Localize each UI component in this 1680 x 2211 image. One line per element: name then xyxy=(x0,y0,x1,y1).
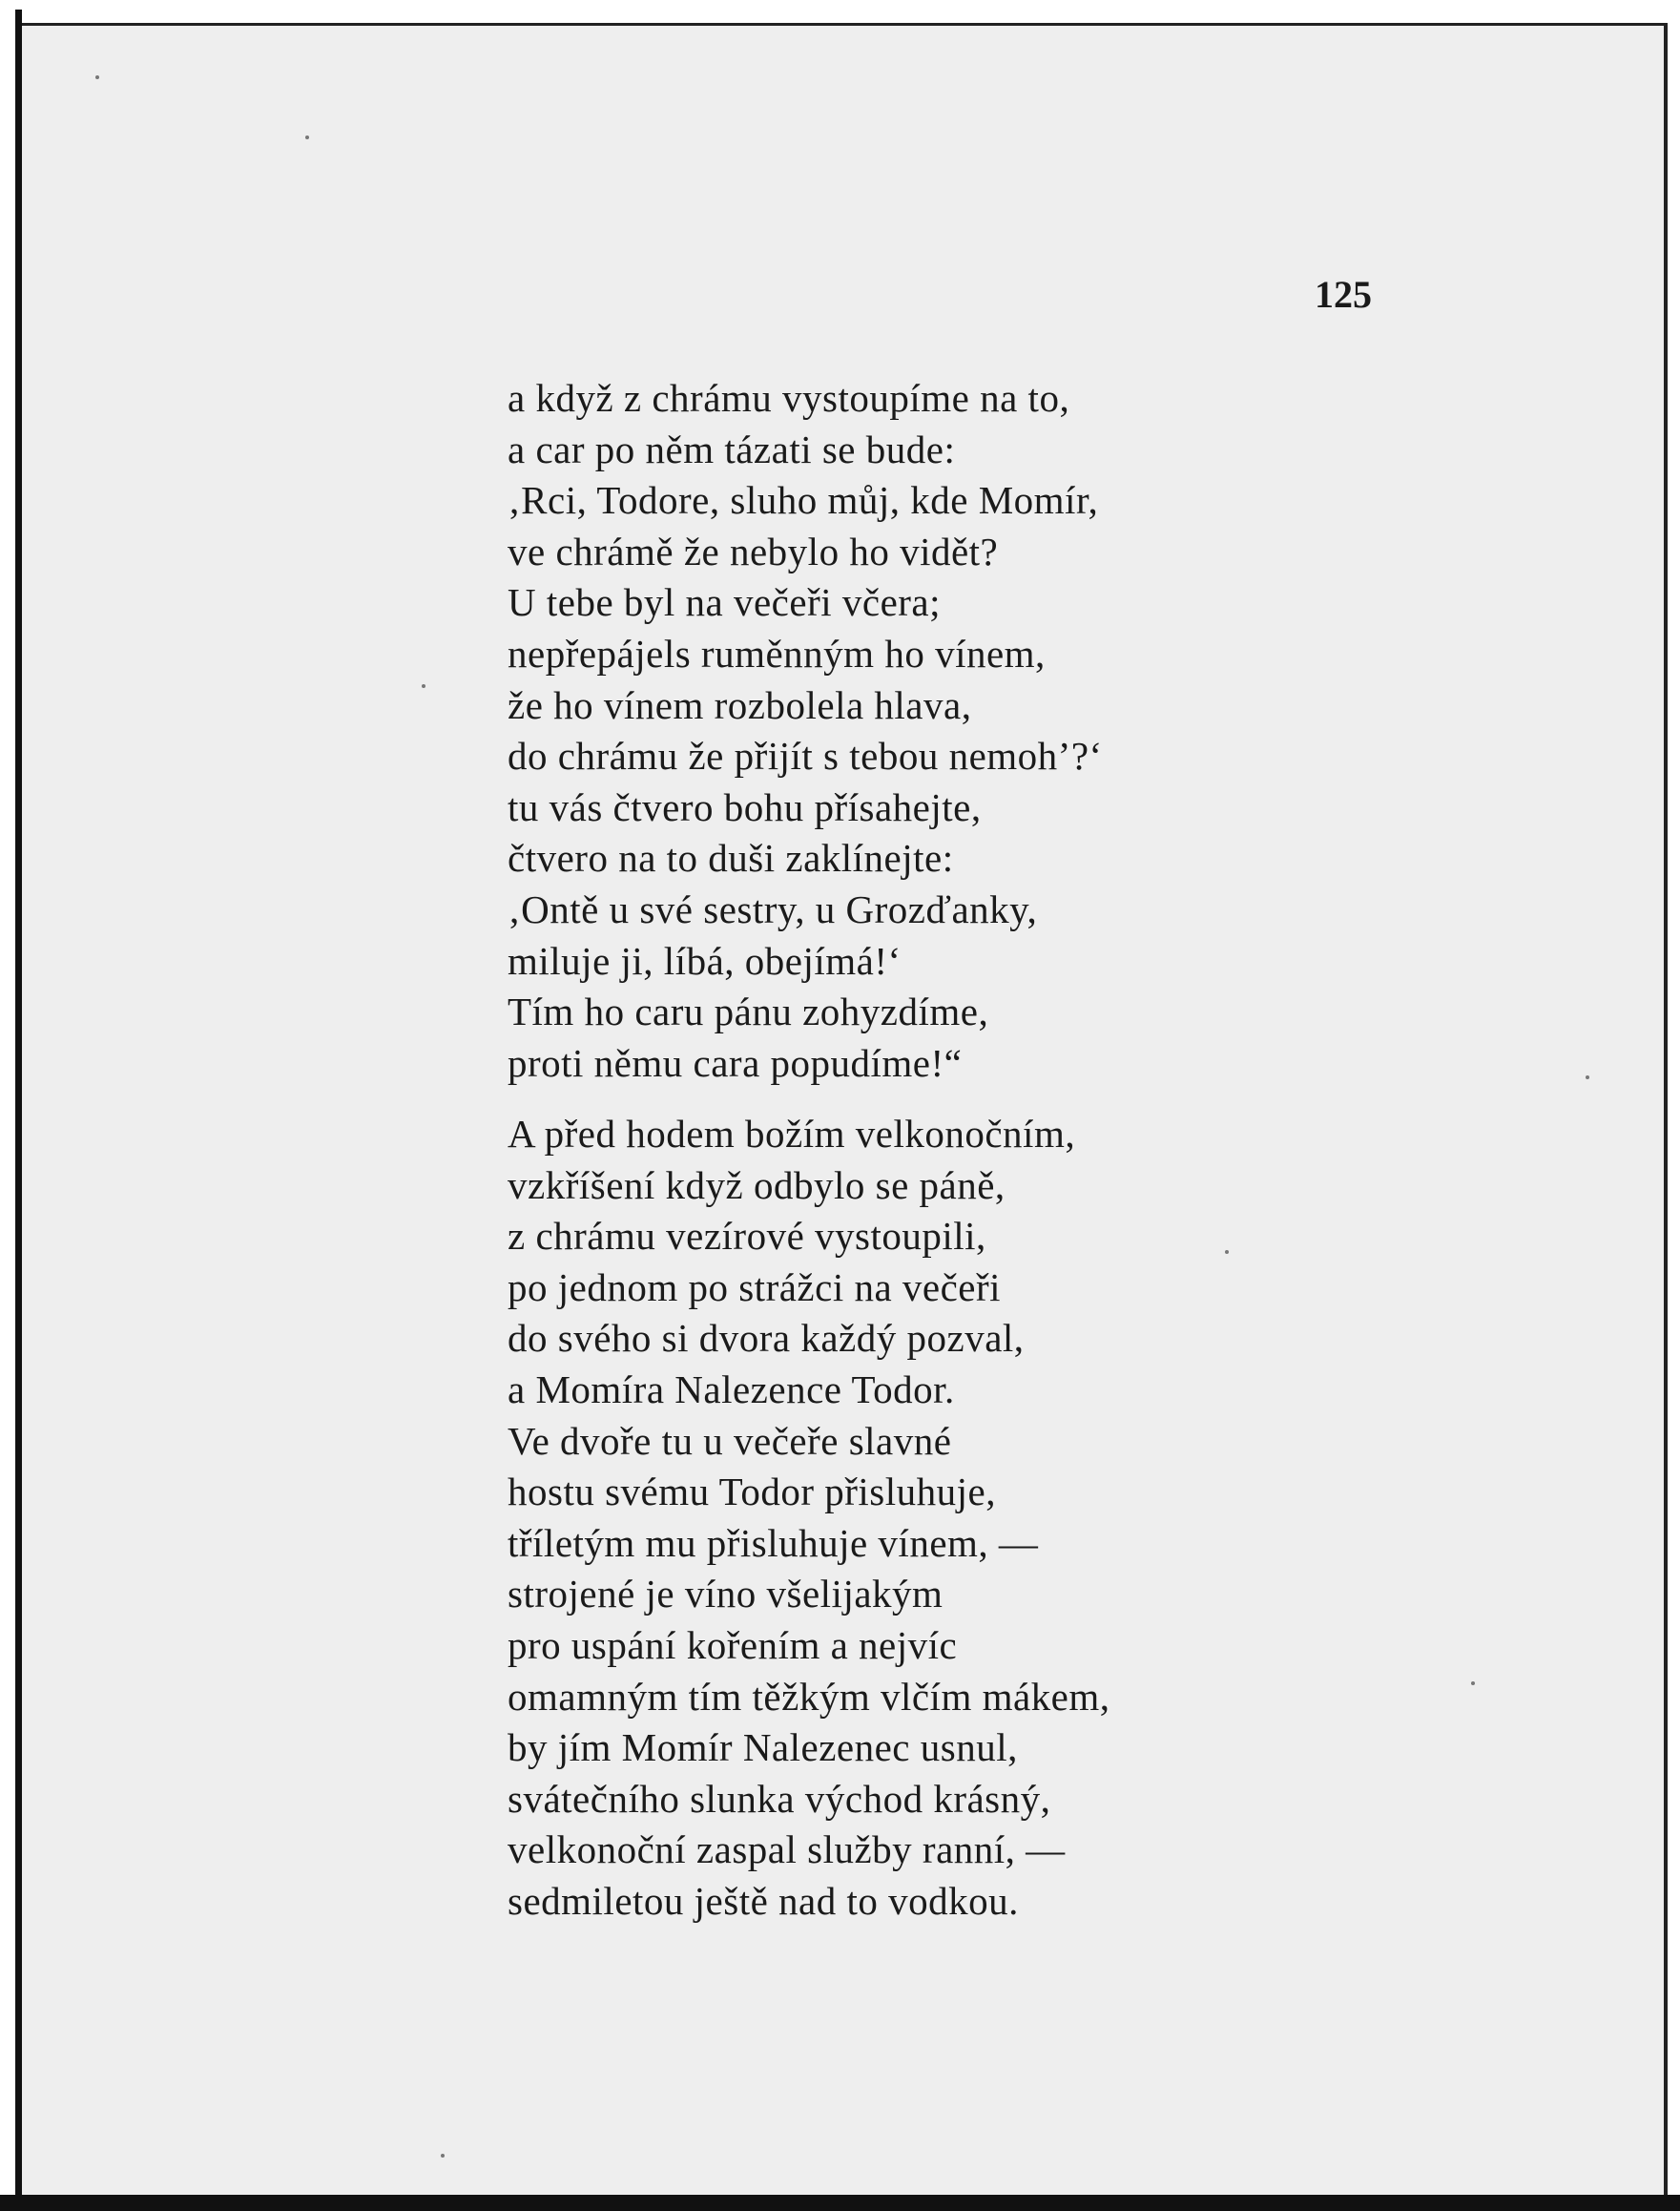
poem-line: tu vás čtvero bohu přísahejte, xyxy=(508,784,982,829)
poem-line: ve chrámě že nebylo ho vidět? xyxy=(508,529,999,574)
poem-line: že ho vínem rozbolela hlava, xyxy=(508,682,972,727)
poem-line: proti němu cara popudíme!“ xyxy=(508,1040,963,1085)
poem-line: a když z chrámu vystoupíme na to, xyxy=(508,376,1070,420)
poem-line: strojené je víno všelijakým xyxy=(508,1572,944,1617)
scan-speck xyxy=(95,75,99,79)
poem-line: do svého si dvora každý pozval, xyxy=(508,1316,1025,1361)
scan-speck xyxy=(1471,1681,1475,1685)
poem-line: tříletým mu přisluhuje vínem, — xyxy=(508,1520,1039,1565)
poem-line: miluje ji, líbá, obejímá!‘ xyxy=(508,938,902,983)
poem-line: vzkříšení když odbylo se páně, xyxy=(508,1162,1006,1207)
scan-speck xyxy=(305,136,309,139)
page-bottom-edge xyxy=(0,2195,1680,2211)
poem-line: by jím Momír Nalezenec usnul, xyxy=(508,1725,1018,1770)
poem-line: svátečního slunka východ krásný, xyxy=(508,1776,1051,1821)
poem-line: Tím ho caru pánu zohyzdíme, xyxy=(508,990,989,1034)
poem-line: U tebe byl na večeři včera; xyxy=(508,580,942,625)
poem-stanza-1 xyxy=(508,373,1103,1089)
scan-speck xyxy=(1225,1250,1229,1254)
poem-line: Ve dvoře tu u večeře slavné xyxy=(508,1418,952,1463)
poem-line: z chrámu vezírové vystoupili, xyxy=(508,1214,986,1259)
scan-speck xyxy=(422,684,425,688)
scan-speck xyxy=(441,2154,445,2158)
poem-line: sedmiletou ještě nad to vodkou. xyxy=(508,1878,1019,1923)
page-spine-edge xyxy=(15,10,22,2204)
poem-line: ‚Rci, Todore, sluho můj, kde Momír, xyxy=(508,478,1099,523)
book-page xyxy=(21,23,1668,2201)
poem-line: do chrámu že přijít s tebou nemoh’?‘ xyxy=(508,734,1103,779)
poem-line: ‚Ontě u své sestry, u Grozďanky, xyxy=(508,886,1038,931)
poem-stanza-2 xyxy=(508,1109,1110,1928)
poem-line: velkonoční zaspal služby ranní, — xyxy=(508,1827,1066,1872)
poem-line: omamným tím těžkým vlčím mákem, xyxy=(508,1674,1110,1719)
poem-line: hostu svému Todor přisluhuje, xyxy=(508,1470,996,1514)
poem-line: nepřepájels ruměnným ho vínem, xyxy=(508,631,1046,676)
scan-speck xyxy=(1586,1075,1589,1079)
poem-line: po jednom po strážci na večeři xyxy=(508,1264,1002,1309)
poem-line: čtvero na to duši zaklínejte: xyxy=(508,836,954,881)
poem-line: A před hodem božím velkonočním, xyxy=(508,1112,1076,1156)
poem-line: pro uspání kořením a nejvíc xyxy=(508,1622,958,1667)
page-number: 125 xyxy=(1315,273,1372,316)
poem-line: a Momíra Nalezence Todor. xyxy=(508,1366,955,1411)
poem-line: a car po něm tázati se bude: xyxy=(508,427,956,471)
